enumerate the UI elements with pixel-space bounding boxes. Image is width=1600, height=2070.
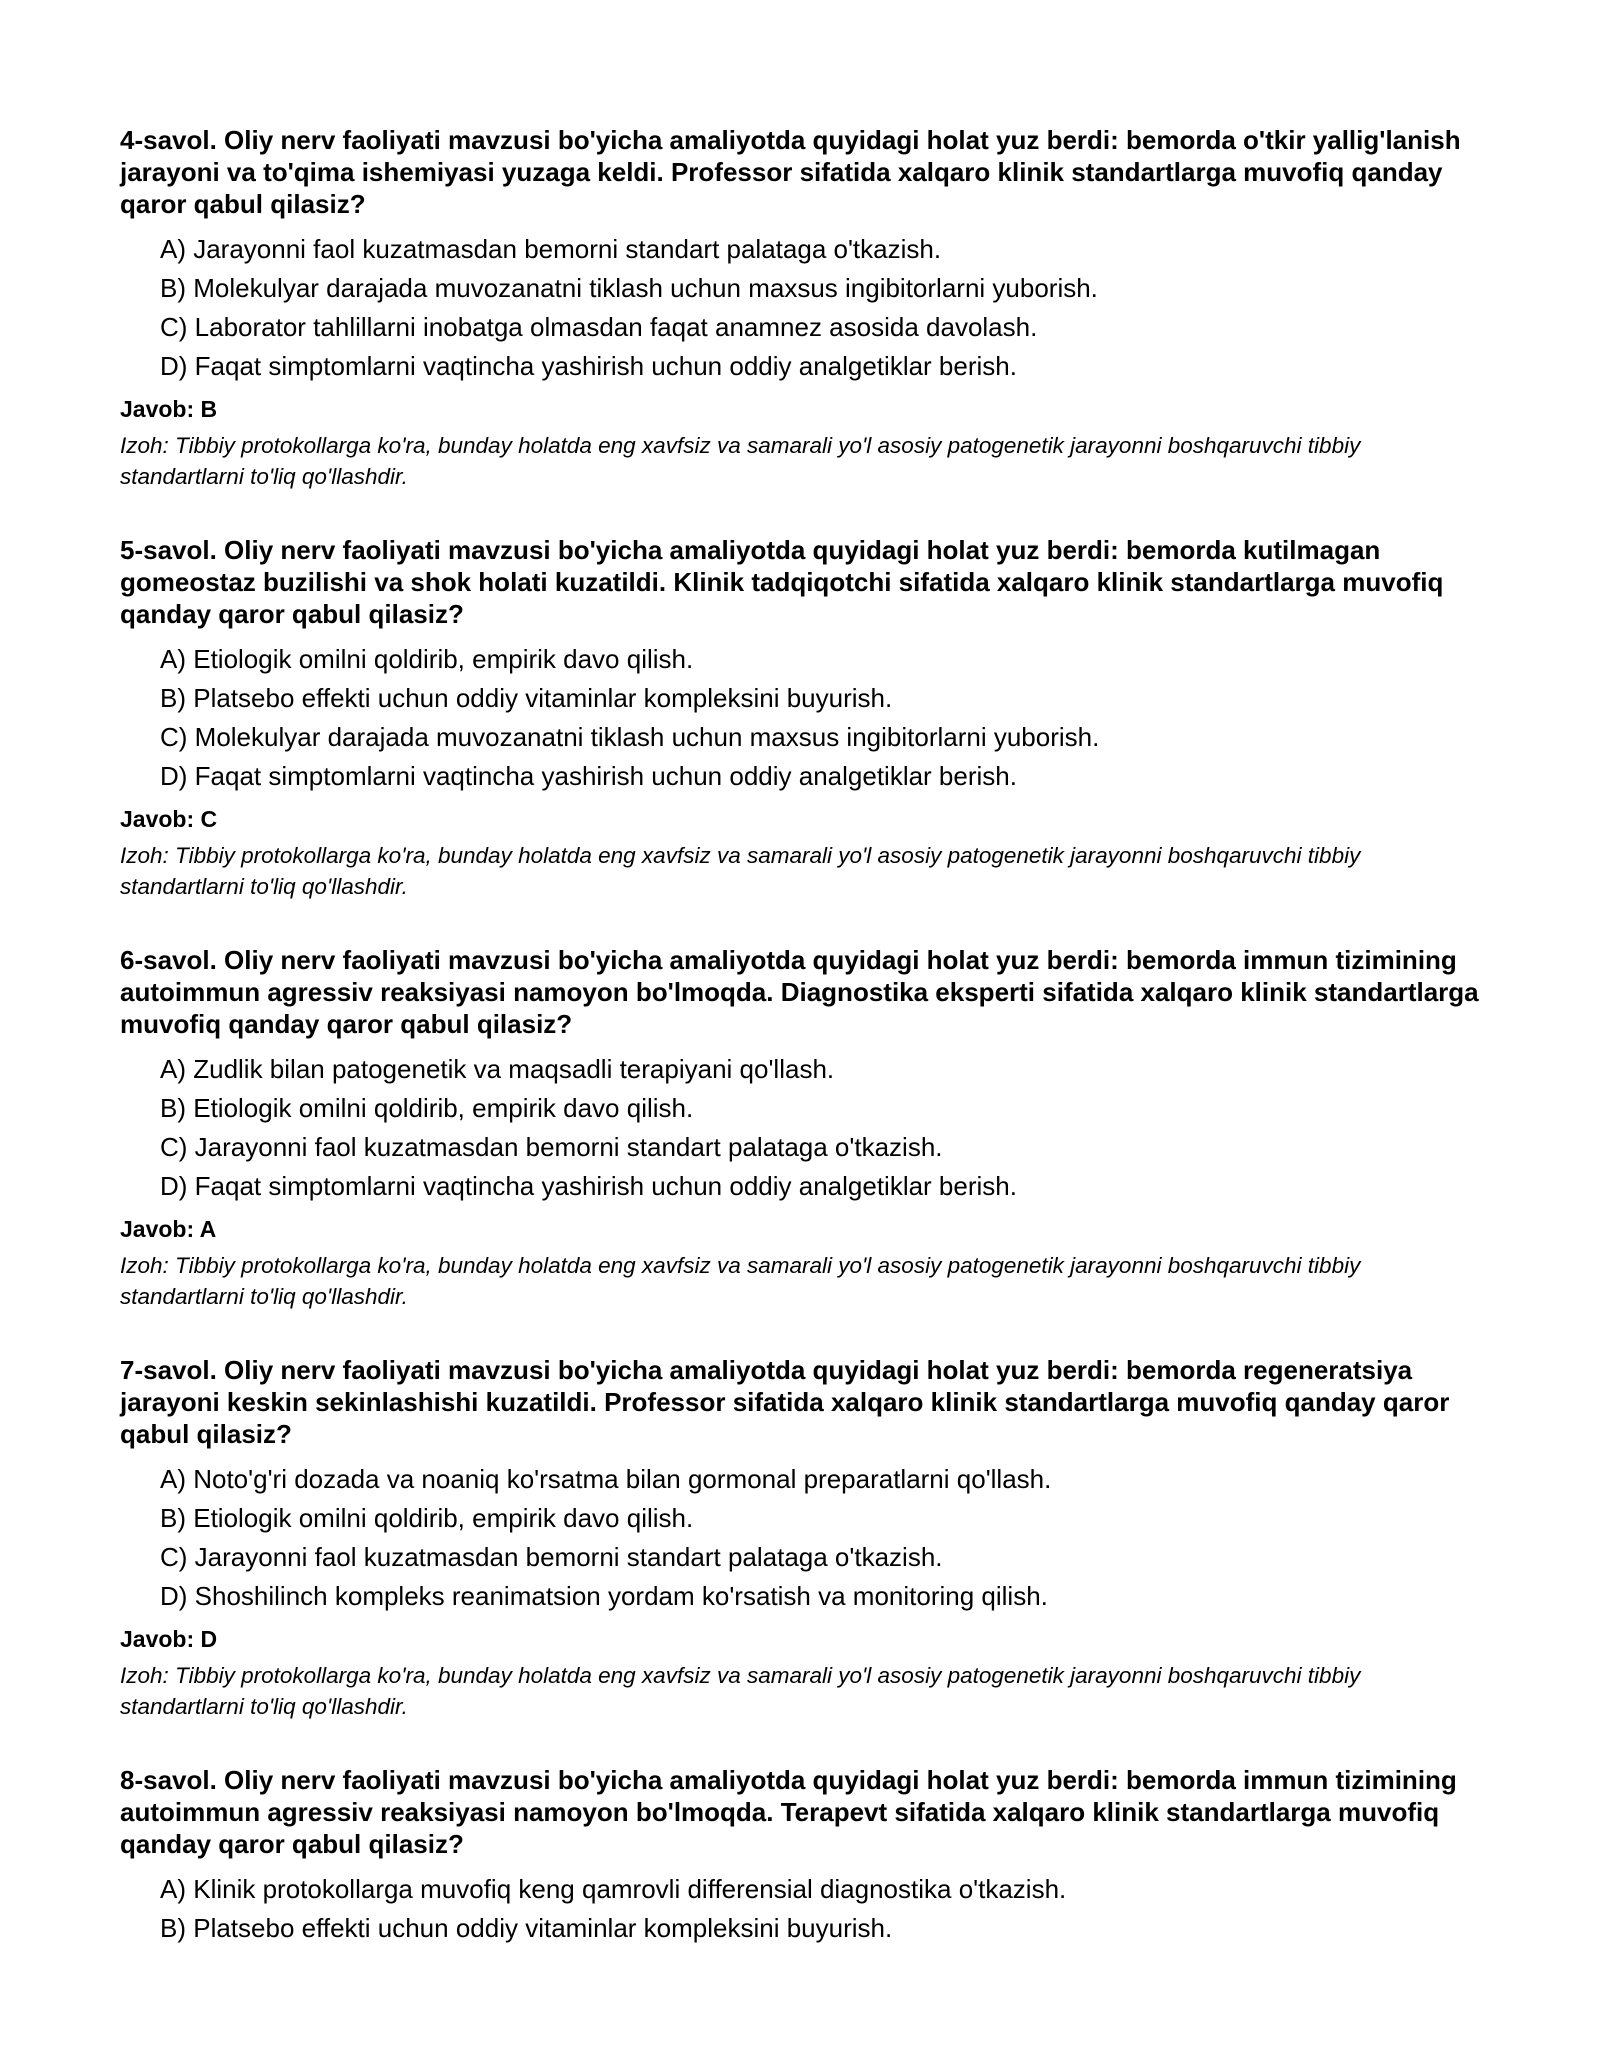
explanation: Izoh: Tibbiy protokollarga ko'ra, bunday holatda eng xavfsiz va samarali yo'l asosiy patogenetik jarayonni boshqaruvchi tibbiy standartlarni to'liq qo'llashdir. bbox=[120, 433, 1361, 489]
options-list bbox=[120, 1870, 1490, 1948]
option-c: C) Jarayonni faol kuzatmasdan bemorni standart palataga o'tkazish. bbox=[160, 1132, 943, 1162]
option-b: B) Molekulyar darajada muvozanatni tiklash uchun maxsus ingibitorlarni yuborish. bbox=[160, 273, 1098, 303]
question-text: 7-savol. Oliy nerv faoliyati mavzusi bo'yicha amaliyotda quyidagi holat yuz berdi: bemorda regeneratsiya jarayoni keskin sekinlashishi kuzatildi. Professor sifatida xalqaro klinik standartlarga muvofiq qanday qaror qabul qilasiz? bbox=[120, 1355, 1450, 1449]
question-4 bbox=[120, 124, 1490, 492]
question-8 bbox=[120, 1764, 1490, 1948]
answer: Javob: A bbox=[120, 1216, 217, 1242]
option-b: B) Platsebo effekti uchun oddiy vitaminlar kompleksini buyurish. bbox=[160, 683, 893, 713]
option-d: D) Faqat simptomlarni vaqtincha yashirish uchun oddiy analgetiklar berish. bbox=[160, 1171, 1017, 1201]
question-text: 6-savol. Oliy nerv faoliyati mavzusi bo'yicha amaliyotda quyidagi holat yuz berdi: bemorda immun tizimining autoimmun agressiv reaksiyasi namoyon bo'lmoqda. Diagnostika eksperti sifatida xalqaro klinik standartlarga muvofiq qanday qaror qabul qilasiz? bbox=[120, 945, 1479, 1039]
answer: Javob: B bbox=[120, 396, 218, 422]
option-c: C) Laborator tahlillarni inobatga olmasdan faqat anamnez asosida davolash. bbox=[160, 312, 1038, 342]
document-page bbox=[120, 124, 1490, 1990]
option-a: A) Jarayonni faol kuzatmasdan bemorni standart palataga o'tkazish. bbox=[160, 234, 942, 264]
explanation: Izoh: Tibbiy protokollarga ko'ra, bunday holatda eng xavfsiz va samarali yo'l asosiy patogenetik jarayonni boshqaruvchi tibbiy standartlarni to'liq qo'llashdir. bbox=[120, 1253, 1361, 1309]
question-text: 5-savol. Oliy nerv faoliyati mavzusi bo'yicha amaliyotda quyidagi holat yuz berdi: bemorda kutilmagan gomeostaz buzilishi va shok holati kuzatildi. Klinik tadqiqotchi sifatida xalqaro klinik standartlarga muvofiq qanday qaror qabul qilasiz? bbox=[120, 535, 1444, 629]
explanation: Izoh: Tibbiy protokollarga ko'ra, bunday holatda eng xavfsiz va samarali yo'l asosiy patogenetik jarayonni boshqaruvchi tibbiy standartlarni to'liq qo'llashdir. bbox=[120, 1663, 1361, 1719]
option-b: B) Etiologik omilni qoldirib, empirik davo qilish. bbox=[160, 1093, 694, 1123]
option-d: D) Faqat simptomlarni vaqtincha yashirish uchun oddiy analgetiklar berish. bbox=[160, 761, 1017, 791]
question-5 bbox=[120, 534, 1490, 902]
answer: Javob: C bbox=[120, 806, 218, 832]
question-6 bbox=[120, 944, 1490, 1312]
options-list bbox=[120, 640, 1490, 796]
question-7 bbox=[120, 1354, 1490, 1722]
option-d: D) Faqat simptomlarni vaqtincha yashirish uchun oddiy analgetiklar berish. bbox=[160, 351, 1017, 381]
option-d: D) Shoshilinch kompleks reanimatsion yordam ko'rsatish va monitoring qilish. bbox=[160, 1581, 1048, 1611]
option-b: B) Etiologik omilni qoldirib, empirik davo qilish. bbox=[160, 1503, 694, 1533]
option-a: A) Zudlik bilan patogenetik va maqsadli terapiyani qo'llash. bbox=[160, 1054, 835, 1084]
option-b: B) Platsebo effekti uchun oddiy vitaminlar kompleksini buyurish. bbox=[160, 1913, 893, 1943]
options-list bbox=[120, 1050, 1490, 1206]
question-text: 4-savol. Oliy nerv faoliyati mavzusi bo'yicha amaliyotda quyidagi holat yuz berdi: bemorda o'tkir yallig'lanish jarayoni va to'qima ishemiyasi yuzaga keldi. Professor sifatida xalqaro klinik standartlarga muvofiq qanday qaror qabul qilasiz? bbox=[120, 125, 1461, 219]
option-c: C) Jarayonni faol kuzatmasdan bemorni standart palataga o'tkazish. bbox=[160, 1542, 943, 1572]
option-c: C) Molekulyar darajada muvozanatni tiklash uchun maxsus ingibitorlarni yuborish. bbox=[160, 722, 1100, 752]
answer: Javob: D bbox=[120, 1626, 218, 1652]
options-list bbox=[120, 1460, 1490, 1616]
option-a: A) Klinik protokollarga muvofiq keng qamrovli differensial diagnostika o'tkazish. bbox=[160, 1874, 1067, 1904]
question-text: 8-savol. Oliy nerv faoliyati mavzusi bo'yicha amaliyotda quyidagi holat yuz berdi: bemorda immun tizimining autoimmun agressiv reaksiyasi namoyon bo'lmoqda. Terapevt sifatida xalqaro klinik standartlarga muvofiq qanday qaror qabul qilasiz? bbox=[120, 1765, 1457, 1859]
option-a: A) Etiologik omilni qoldirib, empirik davo qilish. bbox=[160, 644, 694, 674]
options-list bbox=[120, 230, 1490, 386]
option-a: A) Noto'g'ri dozada va noaniq ko'rsatma bilan gormonal preparatlarni qo'llash. bbox=[160, 1464, 1052, 1494]
explanation: Izoh: Tibbiy protokollarga ko'ra, bunday holatda eng xavfsiz va samarali yo'l asosiy patogenetik jarayonni boshqaruvchi tibbiy standartlarni to'liq qo'llashdir. bbox=[120, 843, 1361, 899]
